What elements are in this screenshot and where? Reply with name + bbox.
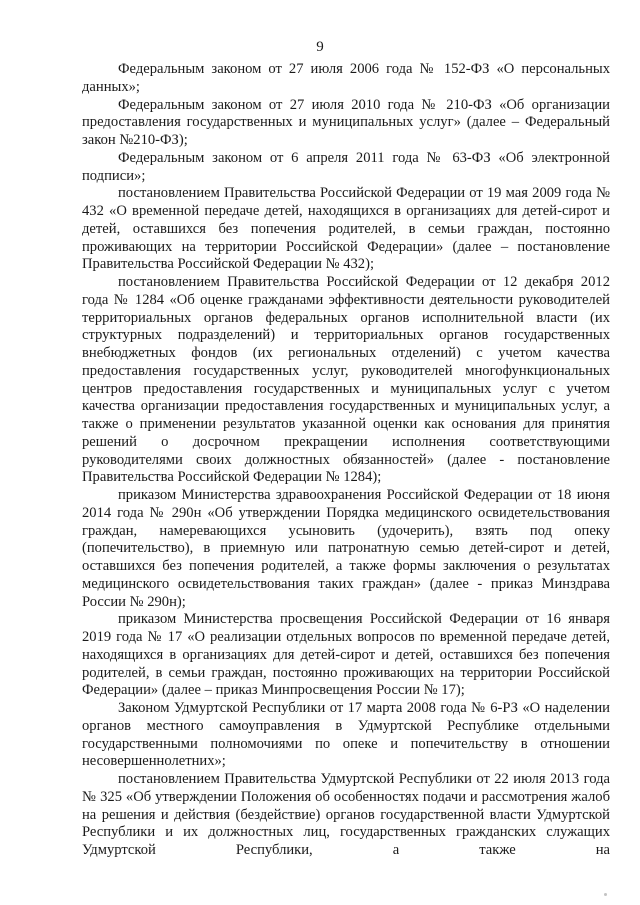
scan-speck	[604, 893, 607, 896]
paragraph-law-152: Федеральным законом от 27 июля 2006 года № 152-ФЗ «О персональных данных»;	[82, 61, 610, 95]
paragraph-law-210: Федеральным законом от 27 июля 2010 года № 210-ФЗ «Об организации предоставления государственных и муниципальных услуг» (далее – Федеральный закон №210-ФЗ);	[82, 96, 610, 148]
paragraph-order-290n: приказом Министерства здравоохранения Российской Федерации от 18 июня 2014 года № 290н «Об утверждении Порядка медицинского освидетельствования граждан, намеревающихся усыновить (удочерить), взять под опеку (попечительство), в приемную или патронатную семью детей-сирот и детей, оставшихся без попечения родителей, а также формы заключения о результатах медицинского освидетельствования таких граждан» (далее - приказ Минздрава России № 290н);	[82, 487, 610, 610]
page-number: 9	[316, 39, 324, 55]
document-body	[82, 61, 610, 860]
paragraph-resolution-432: постановлением Правительства Российской Федерации от 19 мая 2009 года № 432 «О временной передаче детей, находящихся в организациях для детей-сирот и детей, оставшихся без попечения родителей, в семьи граждан, постоянно проживающих на территории Российской Федерации» (далее – постановление Правительства Российской Федерации № 432);	[82, 185, 610, 273]
paragraph-order-17: приказом Министерства просвещения Российской Федерации от 16 января 2019 года № 17 «О реализации отдельных вопросов по временной передаче детей, находящихся в организациях для детей-сирот и детей, оставшихся без попечения родителей, в семьи граждан, постоянно проживающих на территории Российской Федерации» (далее – приказ Минпросвещения России № 17);	[82, 611, 610, 699]
paragraph-law-6-rz: Законом Удмуртской Республики от 17 марта 2008 года № 6-РЗ «О наделении органов местного самоуправления в Удмуртской Республике отдельными государственными полномочиями по опеке и попечительству в отношении несовершеннолетних»;	[82, 700, 610, 770]
paragraph-resolution-325: постановлением Правительства Удмуртской Республики от 22 июля 2013 года № 325 «Об утверждении Положения об особенностях подачи и рассмотрения жалоб на решения и действия (бездействие) органов государственной власти Удмуртской Республики и их должностных лиц, государственных гражданских служащих Удмуртской Республики, а также на	[82, 771, 610, 858]
paragraph-resolution-1284: постановлением Правительства Российской Федерации от 12 декабря 2012 года № 1284 «Об оценке гражданами эффективности деятельности руководителей территориальных органов федеральных органов исполнительной власти (их структурных подразделений) и территориальных органов государственных внебюджетных фондов (их региональных отделений) с учетом качества предоставления государственных услуг, руководителей многофункциональных центров предоставления государственных и муниципальных услуг с учетом качества организации предоставления государственных и муниципальных услуг, а также о применении результатов указанной оценки как основания для принятия решений о досрочном прекращении исполнения соответствующими руководителями своих должностных обязанностей» (далее - постановление Правительства Российской Федерации № 1284);	[82, 274, 610, 486]
paragraph-law-63: Федеральным законом от 6 апреля 2011 года № 63-ФЗ «Об электронной подписи»;	[82, 149, 610, 184]
